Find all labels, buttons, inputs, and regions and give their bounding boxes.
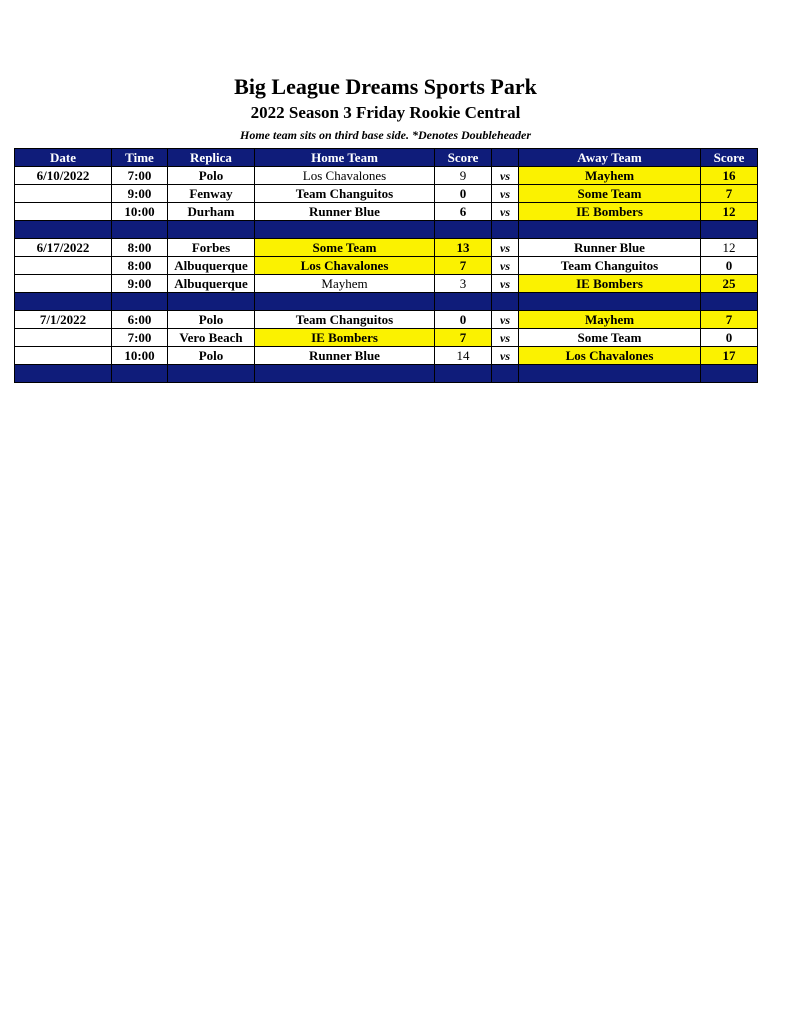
table-row	[15, 203, 758, 221]
week-separator	[15, 221, 758, 239]
table-row	[15, 347, 758, 365]
vs-cell: vs	[492, 347, 519, 365]
away-team-cell: Some Team	[519, 329, 701, 347]
vs-cell: vs	[492, 239, 519, 257]
week-separator	[15, 365, 758, 383]
vs-cell: vs	[492, 257, 519, 275]
week-separator	[15, 293, 758, 311]
away-team-cell: Some Team	[519, 185, 701, 203]
time-cell: 8:00	[112, 257, 168, 275]
date-cell: 6/17/2022	[15, 239, 112, 257]
home-team-cell: Mayhem	[255, 275, 435, 293]
table-row	[15, 275, 758, 293]
col-header-away-score: Score	[701, 149, 758, 167]
replica-cell: Polo	[168, 311, 255, 329]
away-team-cell: IE Bombers	[519, 275, 701, 293]
away-team-cell: Mayhem	[519, 167, 701, 185]
vs-cell: vs	[492, 185, 519, 203]
home-team-cell: Los Chavalones	[255, 167, 435, 185]
home-score-cell: 3	[435, 275, 492, 293]
vs-cell: vs	[492, 311, 519, 329]
home-team-cell: Runner Blue	[255, 347, 435, 365]
replica-cell: Forbes	[168, 239, 255, 257]
table-header-row	[15, 149, 758, 167]
vs-cell: vs	[492, 275, 519, 293]
page-subtitle: 2022 Season 3 Friday Rookie Central	[250, 103, 521, 122]
time-cell: 7:00	[112, 167, 168, 185]
replica-cell: Vero Beach	[168, 329, 255, 347]
replica-cell: Albuquerque	[168, 275, 255, 293]
table-row	[15, 311, 758, 329]
home-team-cell: Team Changuitos	[255, 185, 435, 203]
table-row	[15, 239, 758, 257]
date-cell: 7/1/2022	[15, 311, 112, 329]
vs-cell: vs	[492, 167, 519, 185]
time-cell: 10:00	[112, 203, 168, 221]
table-row	[15, 257, 758, 275]
replica-cell: Albuquerque	[168, 257, 255, 275]
schedule-note: Home team sits on third base side. *Denotes Doubleheader	[240, 128, 531, 142]
home-team-cell: Some Team	[255, 239, 435, 257]
col-header-away-team: Away Team	[519, 149, 701, 167]
time-cell: 10:00	[112, 347, 168, 365]
replica-cell: Polo	[168, 347, 255, 365]
home-score-cell: 14	[435, 347, 492, 365]
date-cell	[15, 257, 112, 275]
home-score-cell: 9	[435, 167, 492, 185]
time-cell: 7:00	[112, 329, 168, 347]
col-header-time: Time	[112, 149, 168, 167]
home-score-cell: 7	[435, 257, 492, 275]
home-score-cell: 13	[435, 239, 492, 257]
home-score-cell: 0	[435, 185, 492, 203]
vs-cell: vs	[492, 329, 519, 347]
col-header-home-team: Home Team	[255, 149, 435, 167]
home-score-cell: 0	[435, 311, 492, 329]
home-score-cell: 7	[435, 329, 492, 347]
away-team-cell: Runner Blue	[519, 239, 701, 257]
away-team-cell: IE Bombers	[519, 203, 701, 221]
date-cell: 6/10/2022	[15, 167, 112, 185]
table-row	[15, 185, 758, 203]
home-team-cell: Runner Blue	[255, 203, 435, 221]
replica-cell: Fenway	[168, 185, 255, 203]
date-cell	[15, 203, 112, 221]
date-cell	[15, 185, 112, 203]
replica-cell: Durham	[168, 203, 255, 221]
col-header-replica: Replica	[168, 149, 255, 167]
home-team-cell: Team Changuitos	[255, 311, 435, 329]
away-score-cell: 12	[701, 239, 758, 257]
time-cell: 9:00	[112, 275, 168, 293]
table-row	[15, 329, 758, 347]
home-team-cell: IE Bombers	[255, 329, 435, 347]
away-team-cell: Mayhem	[519, 311, 701, 329]
vs-cell: vs	[492, 203, 519, 221]
schedule-table	[14, 148, 758, 383]
away-team-cell: Los Chavalones	[519, 347, 701, 365]
time-cell: 6:00	[112, 311, 168, 329]
date-cell	[15, 347, 112, 365]
time-cell: 9:00	[112, 185, 168, 203]
col-header-home-score: Score	[435, 149, 492, 167]
date-cell	[15, 329, 112, 347]
away-score-cell: 7	[701, 311, 758, 329]
away-score-cell: 7	[701, 185, 758, 203]
home-score-cell: 6	[435, 203, 492, 221]
table-row	[15, 167, 758, 185]
page-title: Big League Dreams Sports Park	[234, 74, 537, 99]
away-score-cell: 12	[701, 203, 758, 221]
col-header-date: Date	[15, 149, 112, 167]
date-cell	[15, 275, 112, 293]
away-score-cell: 17	[701, 347, 758, 365]
away-score-cell: 16	[701, 167, 758, 185]
away-team-cell: Team Changuitos	[519, 257, 701, 275]
home-team-cell: Los Chavalones	[255, 257, 435, 275]
replica-cell: Polo	[168, 167, 255, 185]
col-header-vs	[492, 149, 519, 167]
away-score-cell: 0	[701, 257, 758, 275]
away-score-cell: 0	[701, 329, 758, 347]
time-cell: 8:00	[112, 239, 168, 257]
away-score-cell: 25	[701, 275, 758, 293]
